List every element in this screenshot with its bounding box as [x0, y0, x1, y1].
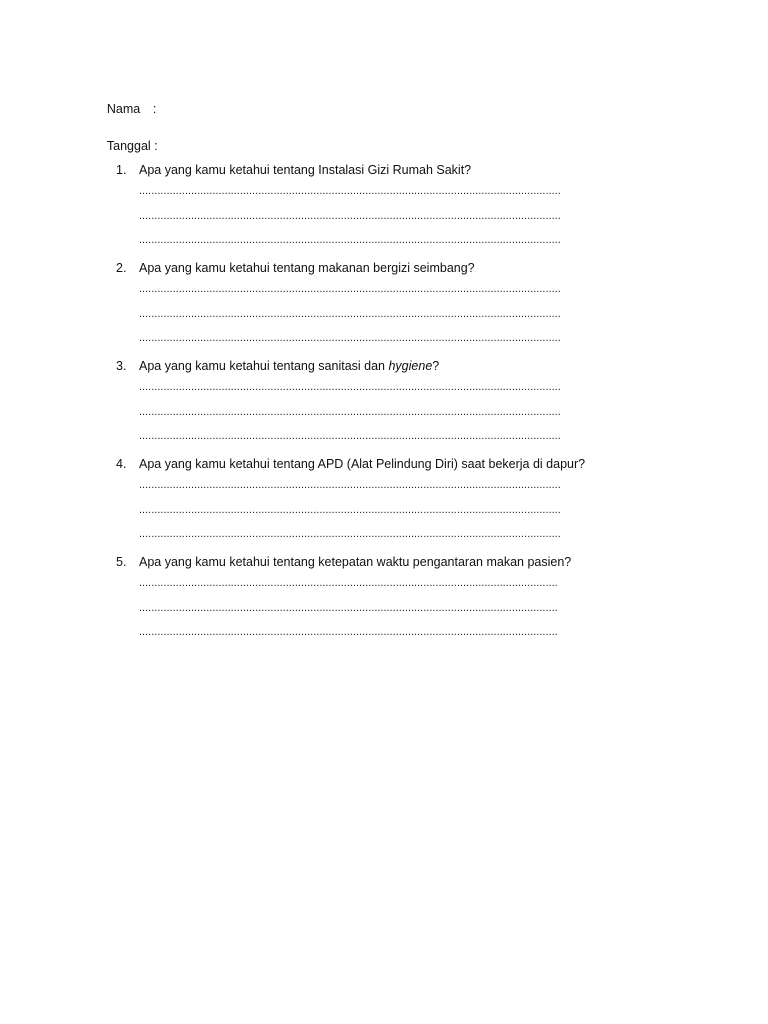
answer-lines: [139, 277, 637, 351]
question-text-main: Apa yang kamu ketahui tentang sanitasi dan: [139, 359, 389, 373]
answer-lines: [139, 571, 633, 645]
question-1: [116, 161, 656, 246]
answer-line[interactable]: ..........................................................................................................................................: [139, 430, 561, 442]
answer-lines: [139, 473, 637, 547]
question-number: 2.: [116, 261, 127, 275]
question-text: [139, 357, 439, 375]
question-number: 5.: [116, 555, 127, 569]
answer-lines: [139, 375, 637, 449]
answer-line[interactable]: ..........................................................................................................................................: [139, 528, 561, 540]
answer-line[interactable]: ..........................................................................................................................................: [139, 283, 561, 295]
question-text: Apa yang kamu ketahui tentang Instalasi Gizi Rumah Sakit?: [139, 163, 472, 177]
nama-label: Nama: [106, 102, 141, 116]
question-2: [116, 259, 656, 344]
nama-field: [93, 88, 156, 130]
question-number: 3.: [116, 359, 127, 373]
answer-line[interactable]: ..........................................................................................................................................: [139, 503, 561, 516]
answer-line[interactable]: ..........................................................................................................................................: [139, 381, 561, 393]
question-text-end: ?: [432, 359, 440, 373]
question-text: Apa yang kamu ketahui tentang makanan bergizi seimbang?: [139, 261, 475, 275]
question-text-italic: hygiene: [388, 359, 433, 373]
question-4: [116, 455, 656, 540]
answer-line[interactable]: ..........................................................................................................................................: [139, 185, 561, 197]
answer-line[interactable]: ..........................................................................................................................................: [139, 307, 561, 320]
answer-line[interactable]: ..........................................................................................................................................: [139, 209, 561, 222]
question-text: Apa yang kamu ketahui tentang APD (Alat Pelindung Diri) saat bekerja di dapur?: [139, 457, 586, 471]
question-5: [116, 553, 656, 638]
answer-line[interactable]: .........................................................................................................................................: [139, 577, 558, 589]
answer-lines: [139, 179, 637, 253]
answer-line[interactable]: ..........................................................................................................................................: [139, 234, 561, 246]
question-text: Apa yang kamu ketahui tentang ketepatan waktu pengantaran makan pasien?: [139, 555, 572, 569]
question-number: 1.: [116, 163, 127, 177]
question-3: [116, 357, 656, 442]
nama-colon: :: [152, 102, 157, 116]
tanggal-label: Tanggal :: [106, 139, 158, 153]
question-number: 4.: [116, 457, 127, 471]
answer-line[interactable]: .........................................................................................................................................: [139, 601, 558, 614]
answer-line[interactable]: ..........................................................................................................................................: [139, 479, 561, 491]
answer-line[interactable]: .........................................................................................................................................: [139, 626, 558, 638]
answer-line[interactable]: ..........................................................................................................................................: [139, 332, 561, 344]
answer-line[interactable]: ..........................................................................................................................................: [139, 405, 561, 418]
